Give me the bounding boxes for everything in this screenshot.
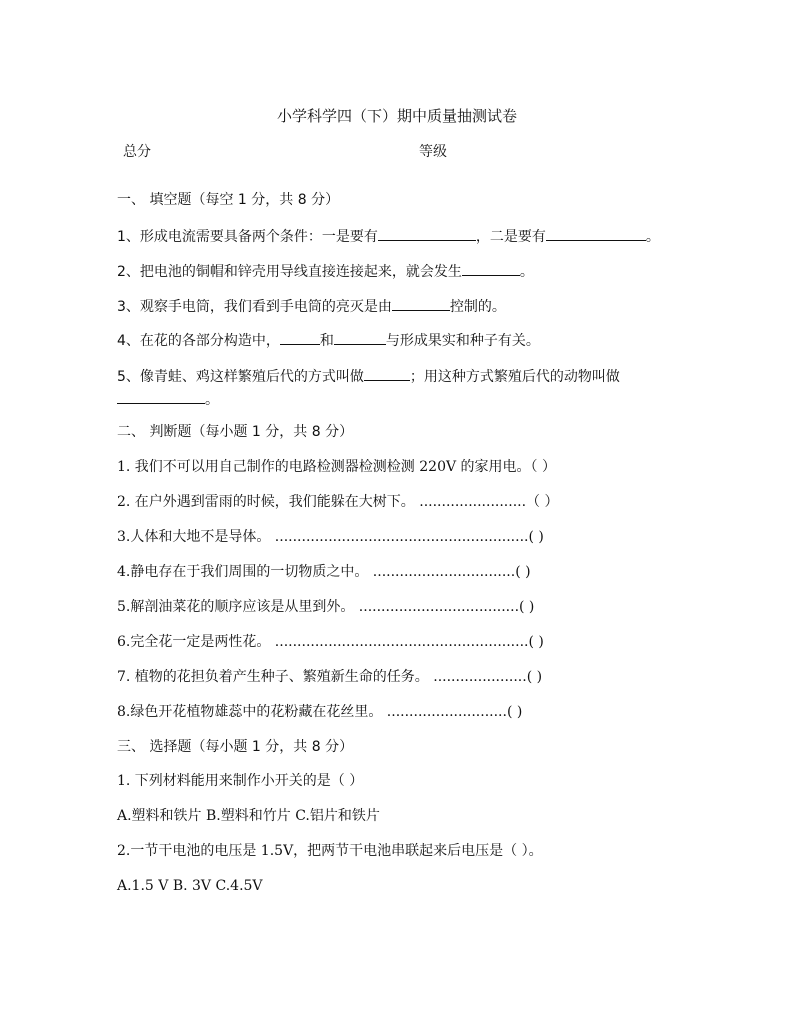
- page-title: 小学科学四（下）期中质量抽测试卷: [276, 107, 517, 125]
- judge-question-1: 1. 我们不可以用自己制作的电路检测器检测检测 220V 的家用电。（ ）: [117, 459, 556, 475]
- judge-question-4: 4.静电存在于我们周围的一切物质之中。 ................................( ): [117, 564, 531, 580]
- question-text: 4、在花的各部分构造中，: [117, 333, 280, 349]
- choice-options-2: A.1.5 V B. 3V C.4.5V: [117, 878, 263, 894]
- question-fill-3: [117, 296, 506, 317]
- question-text: 与形成果实和种子有关。: [385, 333, 540, 349]
- answer-blank[interactable]: [280, 330, 320, 345]
- answer-blank[interactable]: [378, 226, 476, 241]
- question-text: 。: [205, 392, 219, 408]
- answer-blank[interactable]: [364, 366, 410, 381]
- question-text: ，二是要有: [475, 229, 546, 245]
- answer-blank[interactable]: [462, 261, 520, 276]
- answer-blank[interactable]: [392, 296, 450, 311]
- question-text: 。: [645, 229, 660, 245]
- question-text: 1、形成电流需要具备两个条件：一是要有: [117, 229, 378, 245]
- question-text: 3、观察手电筒，我们看到手电筒的亮灭是由: [117, 299, 392, 315]
- choice-question-2: 2.一节干电池的电压是 1.5V，把两节干电池串联起来后电压是（ ）。: [117, 843, 543, 859]
- judge-question-5: 5.解剖油菜花的顺序应该是从里到外。 ....................................( ): [117, 599, 535, 615]
- section-heading-fill-blank: 一、 填空题（每空 1 分，共 8 分）: [117, 192, 340, 208]
- question-fill-4: [117, 330, 540, 351]
- question-text: 和: [319, 333, 334, 349]
- answer-blank[interactable]: [117, 389, 205, 404]
- question-text: 5、像青蛙、鸡这样繁殖后代的方式叫做: [117, 369, 364, 385]
- question-text: 2、把电池的铜帽和锌壳用导线直接连接起来，就会发生: [117, 264, 462, 280]
- question-text: 控制的。: [449, 299, 506, 315]
- answer-blank[interactable]: [334, 330, 386, 345]
- answer-blank[interactable]: [546, 226, 646, 241]
- question-fill-1: [117, 226, 660, 247]
- choice-options-1: A.塑料和铁片 B.塑料和竹片 C.铝片和铁片: [117, 808, 380, 824]
- question-fill-5-continued: [117, 389, 219, 410]
- judge-question-3: 3.人体和大地不是导体。 .........................................................( ): [117, 529, 544, 545]
- question-fill-5: [117, 366, 620, 387]
- total-score-label: 总分: [123, 144, 151, 160]
- section-heading-true-false: 二、 判断题（每小题 1 分，共 8 分）: [117, 424, 354, 440]
- judge-question-8: 8.绿色开花植物雄蕊中的花粉藏在花丝里。 ...........................( ): [117, 704, 523, 720]
- question-text: 。: [519, 264, 534, 280]
- section-heading-choice: 三、 选择题（每小题 1 分，共 8 分）: [117, 739, 354, 755]
- question-text: ；用这种方式繁殖后代的动物叫做: [409, 369, 620, 385]
- judge-question-6: 6.完全花一定是两性花。 .........................................................( ): [117, 634, 544, 650]
- question-fill-2: [117, 261, 534, 282]
- judge-question-2: 2. 在户外遇到雷雨的时候，我们能躲在大树下。 ........................（ ）: [117, 494, 559, 510]
- grade-label: 等级: [419, 144, 447, 160]
- choice-question-1: 1. 下列材料能用来制作小开关的是（ ）: [117, 773, 364, 789]
- judge-question-7: 7. 植物的花担负着产生种子、繁殖新生命的任务。 .....................( ): [117, 669, 543, 685]
